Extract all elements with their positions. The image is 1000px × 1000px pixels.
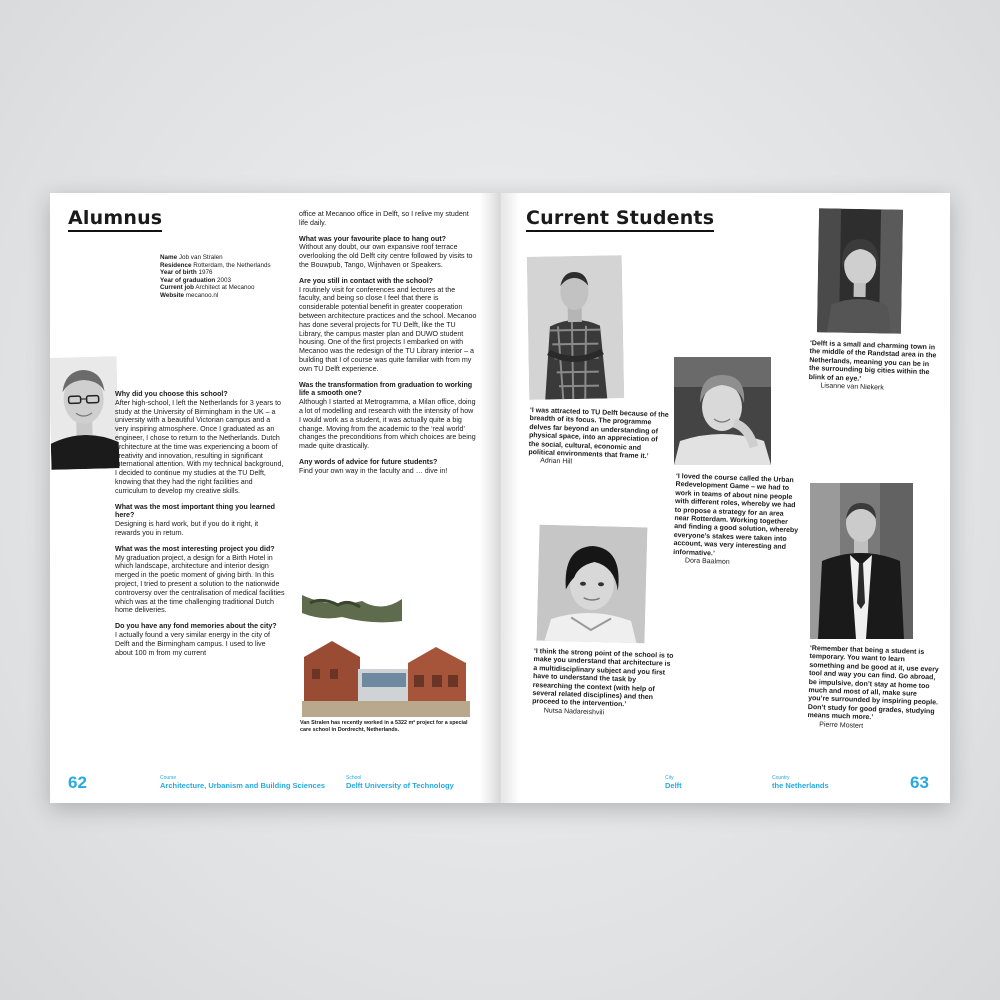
answer: I routinely visit for conferences and lectures at the faculty, and being so close I feel that there is considerable potential benefit in greater cooperation between architecture practices and the school. Mecanoo has done several projects for TU Delft, like the TU Library, the campus master plan and DUWO student housing. One of the first projects I embarked on with Mecanoo was the redesign of the TU Library interior – a building that I of course was quite familiar with from my own TU Delft experience. [299,285,477,373]
answer: I actually found a very similar energy in the city of Delft and the Birmingham campus. I used to live about 100 m from my current [115,630,270,657]
alumnus-photo [50,356,119,470]
student-photo-pierre [810,483,913,639]
question: Are you still in contact with the school? [299,276,434,285]
info-row: Year of birth 1976 [160,269,213,277]
question: Why did you choose this school? [115,390,228,398]
answer: My graduation project, a design for a Birth Hotel in which landscape, architecture and interior design merged in the poetic moment of giving birth. In this project, I tried to present a solution to the nationwide controversy over the centralisation of medical facilities which was at the time challenging traditional Dutch home deliveries. [115,553,285,615]
info-row: Current job Architect at Mecanoo [160,284,255,292]
page-number: 62 [68,773,87,792]
student-photo-adrian [527,255,624,400]
answer: Designing is hard work, but if you do it right, it rewards you in return. [115,520,259,537]
footer-school: School Delft University of Technology [346,775,454,790]
student-name: Adrian Hill [539,457,573,466]
student-name: Dora Baalmon [684,557,730,566]
question: Was the transformation from graduation to working life a smooth one? [299,380,473,398]
student-name: Nutsa Nadareishvili [543,707,605,717]
info-row: Residence Rotterdam, the Netherlands [160,261,271,269]
page-title: Current Students [526,207,714,232]
student-photo-nutsa [537,525,648,644]
footer-city: City Delft [665,775,682,790]
answer: Find your own way in the faculty and … dive in! [299,466,448,475]
page-title: Alumnus [68,207,162,232]
question: Do you have any fond memories about the city? [115,622,277,631]
student-quote: ‘Remember that being a student is temporary. You want to learn something and be good at it, use every tool and way you can find. Go abroad, be impulsive, don’t stay at home too much and most of all, make sure you’re surrounded by inspiring people. Don’t study for good grades, studying means much more.’ Pierre Mostert [807,645,940,734]
student-photo-lisanne [817,208,903,333]
answer: office at Mecanoo office in Delft, so I relive my student life daily. [299,210,469,227]
interview-column-1 [115,390,285,657]
info-row: Year of graduation 2003 [160,276,232,284]
footer-country: Country the Netherlands [772,775,829,790]
page-number: 63 [910,773,929,792]
question: What was the most important thing you learned here? [115,502,276,520]
student-name: Pierre Mostert [819,721,864,730]
student-quote: ‘I was attracted to TU Delft because of the breadth of its focus. The programme delves far beyond an understanding of physical space, into an appreciation of the social, cultural, economic and political environments that frame it.’ Adrian Hill [528,407,670,471]
info-row: Name Job van Stralen [160,254,223,261]
photo-caption: Van Stralen has recently worked in a 5322 m² project for a special care school in Dordrecht, Netherlands. [300,720,468,733]
student-photo-dora [674,357,771,465]
answer: Without any doubt, our own expansive roof terrace overlooking the old Delft city centre followed by visits to the Bouwpub, Tango, Wijnhaven or Speakers. [299,243,473,269]
left-page [50,193,500,803]
interview-column-2 [299,210,477,476]
footer-course: Course Architecture, Urbanism and Building Sciences [160,775,326,790]
info-row: Website mecanoo.nl [160,291,219,299]
student-quote: ‘I think the strong point of the school is to make you understand that architecture is a multidisciplinary subject and you first have to understand the task by researching the context (with help of several related disciplines) and then proceed to the intervention.’ Nutsa Nadareishvili [532,648,674,720]
question: Any words of advice for future students? [299,457,438,466]
answer: Although I started at Metrogramma, a Milan office, doing a lot of modelling and research with the intensity of how I would work as a student, it was actually quite a big change. Moving from the academic to the ‘real world’ changes the preconditions from which choices are being made quite drastically. [299,398,476,451]
student-quote: ‘Delft is a small and charming town in the middle of the Randstad area in the Netherlands, meaning you can be in the surrounding big cities within the blink of an eye.’ Lisanne van Niekerk [808,340,940,395]
magazine-spread [50,193,950,803]
answer: After high-school, I left the Netherlands for 3 years to study at the University of Birmingham in the UK – a university with a beautiful Victorian campus and a very inspiring atmosphere. Once I graduated as an engineer, I chose to return to the Netherlands. Dutch architecture at the time was experiencing a boom of creativity and innovation, resulting in significant international attention. With my technical background, I decided to continue my studies at the TU Delft, knowing that they had the right facilities and curriculum to develop my creative skills. [115,398,284,495]
right-page [500,193,950,803]
question: What was the most interesting project you did? [115,544,275,553]
question: What was your favourite place to hang out? [299,234,447,243]
student-quote: ‘I loved the course called the Urban Redevelopment Game – we had to work in teams of about nine people with different roles, whereby we had to propose a strategy for an area near Rotterdam. Working together and finding a good solution, whereby everyone’s stakes were taken into account, was very interesting and informative.’ Dora Baalmon [673,473,801,570]
student-name: Lisanne van Niekerk [820,382,884,392]
school-building-photo [302,595,470,717]
